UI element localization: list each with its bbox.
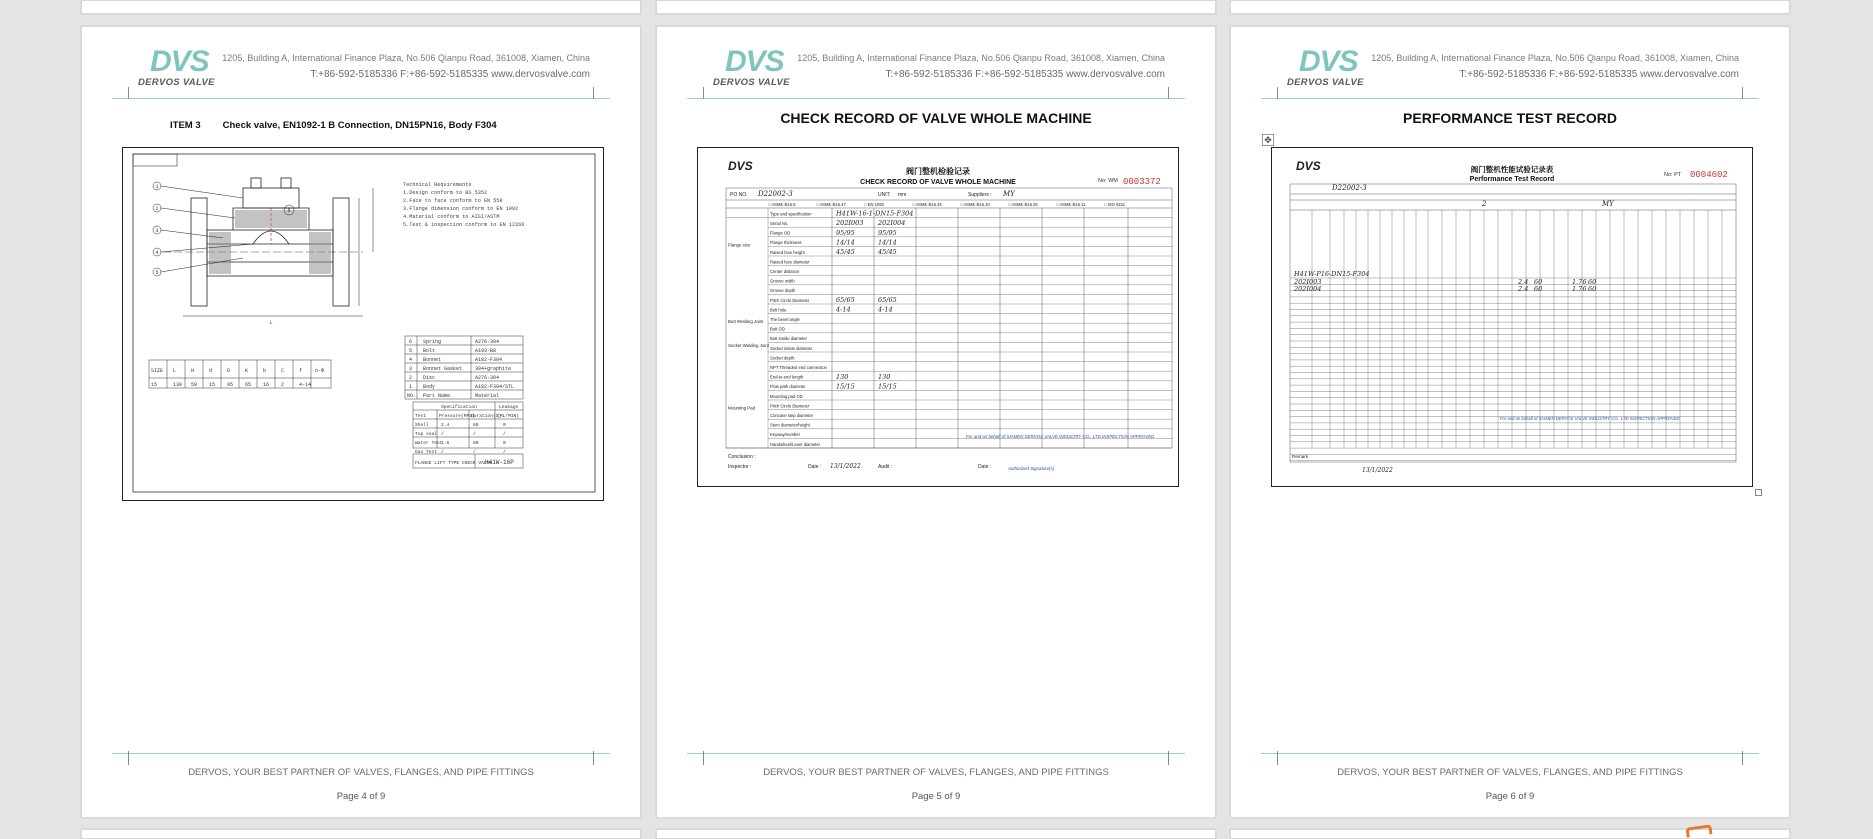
table-resize-handle-icon[interactable]: [1755, 489, 1762, 496]
svg-text:2.4: 2.4: [1518, 285, 1529, 293]
svg-text:Body: Body: [423, 384, 436, 390]
svg-text:3: 3: [155, 228, 159, 234]
svg-text:n-Φ: n-Φ: [315, 368, 325, 374]
svg-text:A182-F304/STL: A182-F304/STL: [475, 384, 515, 390]
svg-text:4: 4: [155, 250, 159, 256]
check-record-svg: [698, 148, 1178, 486]
svg-text:1.76: 1.76: [1572, 278, 1587, 286]
svg-text:CHECK RECORD OF VALVE WHOLE M: CHECK RECORD OF VALVE WHOLE MACHINE: [860, 179, 1016, 186]
svg-text:No: PT: No: PT: [1664, 172, 1682, 178]
svg-text:No: WM: No: WM: [1098, 178, 1118, 184]
header-address: 1205, Building A, International Finance Plaza, No.506 Qianpu Road, 361008, Xiamen, China: [222, 53, 590, 63]
header-address: 1205, Building A, International Finance Plaza, No.506 Qianpu Road, 361008, Xiamen, China: [1371, 53, 1739, 63]
svg-text:304+graphite: 304+graphite: [475, 366, 512, 372]
svg-text:65/65: 65/65: [878, 296, 897, 304]
next-page-stub: [81, 829, 641, 839]
technical-requirements: [403, 182, 524, 228]
svg-text:0: 0: [503, 423, 506, 428]
svg-text:A182-F304: A182-F304: [475, 357, 503, 363]
svg-text:3.Flange dimension conform to: 3.Flange dimension conform to EN 1092: [403, 206, 519, 212]
document-page-5: [656, 26, 1216, 818]
svg-text:H41W-16P: H41W-16P: [485, 459, 514, 466]
svg-text:15/15: 15/15: [836, 382, 855, 391]
svg-text:Groove width: Groove width: [770, 278, 795, 284]
svg-text:Part Name: Part Name: [423, 393, 451, 399]
svg-text:Center distance: Center distance: [770, 269, 800, 274]
page-number: Page 5 of 9: [911, 791, 961, 802]
svg-text:d: d: [209, 368, 213, 374]
svg-text:L: L: [269, 320, 273, 326]
svg-text:0003372: 0003372: [1123, 177, 1161, 187]
svg-text:Bolt hole: Bolt hole: [770, 307, 787, 313]
svg-text:Material: Material: [475, 393, 500, 399]
svg-text:D22002-3: D22002-3: [1332, 184, 1367, 192]
header-rule: [112, 87, 610, 99]
svg-text:Top seal: Top seal: [415, 432, 438, 437]
svg-text:Groove depth: Groove depth: [770, 288, 796, 294]
svg-text:16: 16: [263, 382, 270, 388]
svg-text:Concave step diameter: Concave step diameter: [770, 413, 814, 418]
svg-text:Mounting pad OD: Mounting pad OD: [770, 393, 803, 399]
svg-text:60: 60: [1534, 285, 1543, 293]
svg-text:4.Material conform to AISI/AST: 4.Material conform to AISI/ASTM: [403, 214, 500, 220]
svg-text:Technical Requirements: Technical Requirements: [403, 182, 472, 188]
svg-text:/: /: [441, 450, 444, 455]
svg-text:59: 59: [191, 382, 198, 388]
footer-rule: [687, 753, 1185, 767]
performance-record-scan: [1271, 147, 1753, 487]
svg-text:阀门整机检验记录: 阀门整机检验记录: [906, 167, 970, 176]
svg-text:Mounting Pad: Mounting Pad: [728, 405, 756, 411]
svg-text:NO.: NO.: [407, 393, 417, 399]
svg-text:5: 5: [409, 348, 413, 354]
svg-text:D22002-3: D22002-3: [758, 190, 793, 198]
svg-text:Raised face height: Raised face height: [770, 249, 805, 255]
document-page-4: [81, 26, 641, 818]
svg-text:Flange thickness: Flange thickness: [770, 240, 802, 246]
svg-text:□ ASME B16.34: □ ASME B16.34: [912, 202, 942, 207]
svg-text:Butt Welding Joint: Butt Welding Joint: [728, 319, 764, 325]
svg-text:2.4: 2.4: [441, 423, 450, 428]
svg-text:Conclusion :: Conclusion :: [728, 454, 756, 460]
svg-text:2: 2: [155, 206, 159, 212]
svg-text:Water Test: Water Test: [415, 441, 443, 446]
svg-text:0: 0: [503, 441, 506, 446]
svg-text:/: /: [441, 432, 444, 437]
svg-text:202I003: 202I003: [1294, 278, 1322, 286]
svg-text:45/45: 45/45: [878, 248, 897, 256]
svg-text:6: 6: [287, 208, 291, 214]
svg-text:1.76: 1.76: [1572, 285, 1587, 293]
svg-text:Pitch Circle Diameter: Pitch Circle Diameter: [770, 297, 810, 303]
svg-text:65/65: 65/65: [836, 296, 855, 304]
svg-text:A193-B8: A193-B8: [475, 348, 497, 354]
page-title: CHECK RECORD OF VALVE WHOLE MACHINE: [780, 110, 1092, 126]
svg-text:Pitch Circle Diameter: Pitch Circle Diameter: [770, 403, 810, 409]
svg-text:Handwheel/Lever diameter: Handwheel/Lever diameter: [770, 441, 821, 447]
svg-text:0004602: 0004602: [1690, 170, 1728, 180]
svg-text:Flow path diameter: Flow path diameter: [770, 384, 806, 390]
svg-text:4-14: 4-14: [836, 305, 851, 314]
svg-text:Socket Welding Joint: Socket Welding Joint: [728, 343, 769, 349]
svg-text:b: b: [263, 368, 267, 374]
svg-text:1: 1: [155, 184, 159, 190]
svg-text:3: 3: [409, 366, 413, 372]
svg-text:阀门整机性能试验记录表: 阀门整机性能试验记录表: [1470, 165, 1554, 174]
header-contact: T:+86-592-5185336 F:+86-592-5185335 www.dervosvalve.com: [310, 69, 590, 80]
performance-record-svg: [1272, 148, 1752, 486]
svg-text:A276-304: A276-304: [475, 339, 500, 345]
svg-text:/: /: [503, 432, 506, 437]
footer-rule: [1261, 753, 1759, 767]
svg-text:130: 130: [836, 372, 849, 381]
svg-text:H: H: [191, 368, 195, 374]
svg-text:Performance Test Record: Performance Test Record: [1469, 176, 1555, 183]
svg-text:Gas Test: Gas Test: [415, 450, 438, 455]
header-address: 1205, Building A, International Finance Plaza, No.506 Qianpu Road, 361008, Xiamen, China: [797, 53, 1165, 63]
svg-text:Bolt: Bolt: [423, 348, 436, 354]
svg-text:/: /: [503, 450, 506, 455]
drawing-svg: [123, 148, 603, 500]
svg-text:MY: MY: [1602, 200, 1614, 208]
svg-text:13/1/2022: 13/1/2022: [1362, 467, 1393, 474]
svg-text:f: f: [299, 368, 303, 374]
svg-text:202I003: 202I003: [836, 219, 864, 228]
svg-text:4-14: 4-14: [878, 305, 893, 314]
svg-text:Bonnet Gasket: Bonnet Gasket: [423, 366, 463, 372]
svg-text:/: /: [473, 432, 476, 437]
svg-text:1.Design conform to BS 5352: 1.Design conform to BS 5352: [403, 190, 488, 196]
svg-text:Keyway/number: Keyway/number: [770, 432, 801, 438]
svg-text:H41W-P16-DN15-F304: H41W-P16-DN15-F304: [1294, 270, 1370, 278]
svg-text:1.6: 1.6: [441, 441, 450, 446]
svg-text:□ ASME B16.10: □ ASME B16.10: [960, 202, 990, 207]
svg-text:Test: Test: [415, 414, 427, 419]
svg-text:The bevel angle: The bevel angle: [770, 317, 800, 322]
dervos-logo: DVS DERVOS VALVE: [713, 45, 790, 88]
previous-page-stub: [656, 0, 1216, 14]
svg-text:Pressure(MPa): Pressure(MPa): [439, 414, 475, 419]
next-page-stub: [656, 829, 1216, 839]
svg-text:A276-304: A276-304: [475, 375, 500, 381]
svg-text:14/14: 14/14: [878, 238, 897, 247]
svg-text:DVS: DVS: [728, 159, 753, 173]
svg-text:K: K: [245, 368, 249, 374]
page-number: Page 6 of 9: [1485, 791, 1535, 802]
svg-text:130: 130: [173, 382, 183, 388]
footer-slogan: DERVOS, YOUR BEST PARTNER OF VALVES, FLANGES, AND PIPE FITTINGS: [763, 767, 1109, 778]
svg-text:End-to-end length: End-to-end length: [770, 374, 804, 380]
header-contact: T:+86-592-5185336 F:+86-592-5185335 www.dervosvalve.com: [885, 69, 1165, 80]
dervos-logo: DVS DERVOS VALVE: [1287, 45, 1364, 88]
footer-slogan: DERVOS, YOUR BEST PARTNER OF VALVES, FLANGES, AND PIPE FITTINGS: [1337, 767, 1683, 778]
svg-text:5: 5: [155, 270, 159, 276]
svg-text:Specification: Specification: [441, 405, 477, 410]
svg-text:DVS: DVS: [1296, 159, 1321, 173]
svg-text:4-14: 4-14: [299, 382, 312, 388]
svg-text:Flange OD: Flange OD: [770, 230, 791, 236]
svg-text:15/15: 15/15: [878, 382, 897, 391]
svg-text:Duration(S): Duration(S): [471, 414, 502, 419]
svg-text:95/95: 95/95: [836, 228, 855, 237]
svg-text:Date :: Date :: [978, 464, 992, 470]
svg-text:6: 6: [409, 339, 413, 345]
table-move-handle-icon[interactable]: ✥: [1262, 134, 1274, 146]
svg-text:Authorized Signature(s): Authorized Signature(s): [1008, 466, 1055, 471]
check-record-scan: [697, 147, 1179, 487]
svg-text:2: 2: [281, 382, 285, 388]
svg-text:FLANGE LIFT TYPE CHECK VALVE: FLANGE LIFT TYPE CHECK VALVE: [415, 461, 493, 466]
svg-text:Audit :: Audit :: [878, 464, 893, 470]
svg-text:L: L: [173, 368, 177, 374]
svg-text:95/95: 95/95: [878, 228, 897, 237]
header-contact: T:+86-592-5185336 F:+86-592-5185335 www.dervosvalve.com: [1459, 69, 1739, 80]
svg-text:C: C: [281, 368, 285, 374]
svg-text:Inspector :: Inspector :: [728, 464, 752, 470]
item-heading: ITEM 3 Check valve, EN1092-1 B Connection, DN15PN16, Body F304: [170, 120, 497, 131]
svg-text:2: 2: [1482, 200, 1487, 208]
valve-technical-drawing: [122, 147, 604, 501]
svg-text:□ ASME B16.5: □ ASME B16.5: [768, 202, 796, 207]
svg-text:UNIT:: UNIT:: [878, 192, 891, 198]
svg-text:202I004: 202I004: [878, 219, 906, 228]
svg-text:□ ASME B16.11: □ ASME B16.11: [1056, 202, 1086, 207]
svg-text:Flange size: Flange size: [728, 242, 751, 248]
page-title: PERFORMANCE TEST RECORD: [1403, 110, 1617, 126]
svg-text:2: 2: [409, 375, 413, 381]
svg-text:H41W-16-1-DN15-F304: H41W-16-1-DN15-F304: [836, 209, 914, 218]
svg-text:mm: mm: [898, 192, 907, 198]
document-page-6: [1230, 26, 1790, 818]
svg-text:NPT Threaded end connection: NPT Threaded end connection: [770, 365, 827, 370]
svg-text:60: 60: [1534, 278, 1543, 286]
svg-text:□ EN 1092: □ EN 1092: [864, 202, 884, 207]
dervos-logo: DVS DERVOS VALVE: [138, 45, 215, 88]
svg-text:/: /: [473, 450, 476, 455]
svg-text:Type and specification: Type and specification: [770, 211, 812, 217]
svg-text:60: 60: [473, 441, 479, 446]
svg-text:2.Face to face conform to EN 5: 2.Face to face conform to EN 558: [403, 198, 503, 204]
svg-text:Stem diameter/height: Stem diameter/height: [770, 422, 810, 428]
svg-text:For and on behalf of XIAMEN DE: For and on behalf of XIAMEN DERVOS VALVE INDUSTRY CO., LTD INSPECTION APPROVED: [1500, 416, 1680, 421]
header-rule: [1261, 87, 1759, 99]
svg-text:45/45: 45/45: [836, 248, 855, 256]
svg-text:Bonnet: Bonnet: [423, 357, 442, 363]
svg-text:Socket depth: Socket depth: [770, 355, 795, 361]
svg-text:202I004: 202I004: [1294, 285, 1322, 293]
svg-text:5.Test & inspection conform to: 5.Test & inspection conform to EN 12266: [403, 222, 525, 228]
svg-text:MY: MY: [1003, 190, 1015, 198]
svg-text:15: 15: [209, 382, 216, 388]
footer-slogan: DERVOS, YOUR BEST PARTNER OF VALVES, FLANGES, AND PIPE FITTINGS: [188, 767, 534, 778]
svg-text:For and on behalf of XIAMEN DE: For and on behalf of XIAMEN DERVOS VALVE INDUSTRY CO., LTD INSPECTION APPROVED: [966, 434, 1155, 439]
svg-text:2.4: 2.4: [1518, 278, 1529, 286]
svg-text:Raised face diameter: Raised face diameter: [770, 259, 810, 265]
svg-text:□ ASME B16.47: □ ASME B16.47: [816, 202, 846, 207]
svg-text:□ ASME B16.25: □ ASME B16.25: [1008, 202, 1038, 207]
svg-text:Leakage: Leakage: [499, 405, 519, 410]
previous-page-stub: [1230, 0, 1790, 14]
svg-text:60: 60: [1588, 278, 1597, 286]
svg-text:15: 15: [151, 382, 158, 388]
svg-text:Serial No.: Serial No.: [770, 221, 789, 226]
svg-text:Butt inside diameter: Butt inside diameter: [770, 336, 808, 342]
svg-text:D: D: [227, 368, 231, 374]
svg-text:Socket inside diameter: Socket inside diameter: [770, 345, 813, 351]
svg-text:14/14: 14/14: [836, 238, 855, 247]
svg-text:Spring: Spring: [423, 339, 442, 345]
svg-text:13/1/2022: 13/1/2022: [830, 463, 861, 470]
previous-page-stub: [81, 0, 641, 14]
svg-text:60: 60: [473, 423, 479, 428]
svg-text:PO NO.: PO NO.: [730, 192, 748, 198]
page-number: Page 4 of 9: [336, 791, 386, 802]
svg-text:Disc: Disc: [423, 375, 436, 381]
svg-text:(ML/MIN): (ML/MIN): [497, 414, 520, 419]
svg-text:60: 60: [1588, 285, 1597, 293]
svg-text:□ ISO 5211: □ ISO 5211: [1104, 202, 1126, 207]
footer-rule: [112, 753, 610, 767]
svg-text:Remark: Remark: [1292, 454, 1309, 459]
svg-text:Date :: Date :: [808, 464, 822, 470]
svg-text:Suppliers :: Suppliers :: [968, 192, 992, 198]
svg-text:Shell: Shell: [415, 423, 429, 428]
svg-text:1: 1: [409, 384, 413, 390]
svg-text:Butt OD: Butt OD: [770, 326, 785, 332]
svg-text:65: 65: [245, 382, 252, 388]
svg-text:4: 4: [409, 357, 413, 363]
header-rule: [687, 87, 1185, 99]
svg-text:SIZE: SIZE: [151, 368, 164, 374]
svg-text:95: 95: [227, 382, 234, 388]
svg-text:130: 130: [878, 372, 891, 381]
